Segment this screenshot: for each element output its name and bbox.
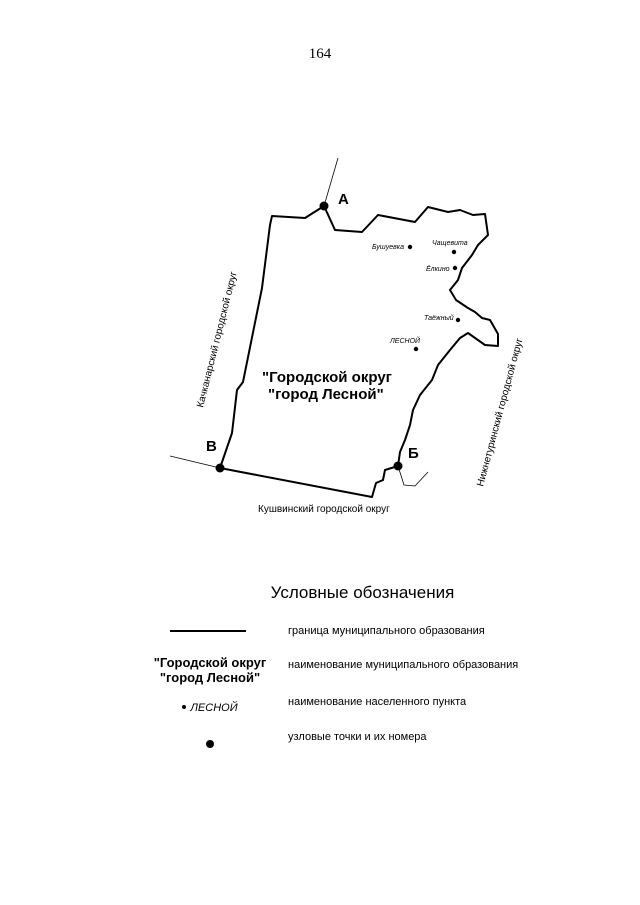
legend-symbol-municipal-name xyxy=(140,655,280,685)
settlement-label-chashchevita: Чащевита xyxy=(432,240,468,247)
neighbor-label-west: Качканарский городской округ xyxy=(195,270,240,409)
node-point-a xyxy=(320,202,329,211)
node-label-b: Б xyxy=(408,445,419,462)
legend-title: Условные обозначения xyxy=(270,583,455,602)
settlement-dot-bushuevka xyxy=(408,245,412,249)
legend-desc-municipal-name: наименование муниципального образования xyxy=(288,659,519,671)
legend-symbol-boundary xyxy=(140,630,280,634)
legend-desc-boundary: граница муниципального образования xyxy=(288,625,485,637)
settlement-dot-chashchevita xyxy=(452,250,456,254)
settlement-label-elkino: Ёлкино xyxy=(426,266,450,273)
settlement-dot-sample xyxy=(182,705,186,709)
settlement-dot-elkino xyxy=(453,266,457,270)
settlement-dot-taezhny xyxy=(456,318,460,322)
legend-symbol-node xyxy=(140,735,280,753)
neighbor-label-south: Кушвинский городской округ xyxy=(258,504,390,515)
boundary-line-sample xyxy=(170,630,246,632)
neighbor-label-east: Нижнетуринский городской округ xyxy=(475,337,526,488)
legend-name-sample-line1: "Городской округ xyxy=(153,655,267,670)
settlement-dot-lesnoy xyxy=(414,347,418,351)
settlement-label-lesnoy: ЛЕСНОЙ xyxy=(390,338,421,345)
node-label-v: В xyxy=(206,438,217,455)
legend-desc-settlement: наименование населенного пункта xyxy=(288,696,467,708)
boundary-extension-north xyxy=(324,158,338,206)
node-point-sample xyxy=(206,740,214,748)
settlement-label-bushuevka: Бушуевка xyxy=(372,244,404,251)
district-name-line1: "Городской округ xyxy=(262,369,392,386)
boundary-extension-west xyxy=(170,456,220,468)
node-point-v xyxy=(216,464,225,473)
settlement-label-taezhny: Таёжный xyxy=(424,315,454,322)
legend-symbol-settlement xyxy=(140,698,280,716)
district-name-line2: "город Лесной" xyxy=(268,386,384,403)
node-label-a: А xyxy=(338,191,349,208)
page-number: 164 xyxy=(308,46,332,62)
legend-desc-node: узловые точки и их номера xyxy=(288,731,427,743)
municipal-boundary xyxy=(220,206,498,497)
boundary-extension-southeast xyxy=(398,466,428,486)
legend-name-sample-line2: "город Лесной" xyxy=(159,670,261,685)
legend-settlement-sample: ЛЕСНОЙ xyxy=(190,702,238,714)
node-point-b xyxy=(394,462,403,471)
